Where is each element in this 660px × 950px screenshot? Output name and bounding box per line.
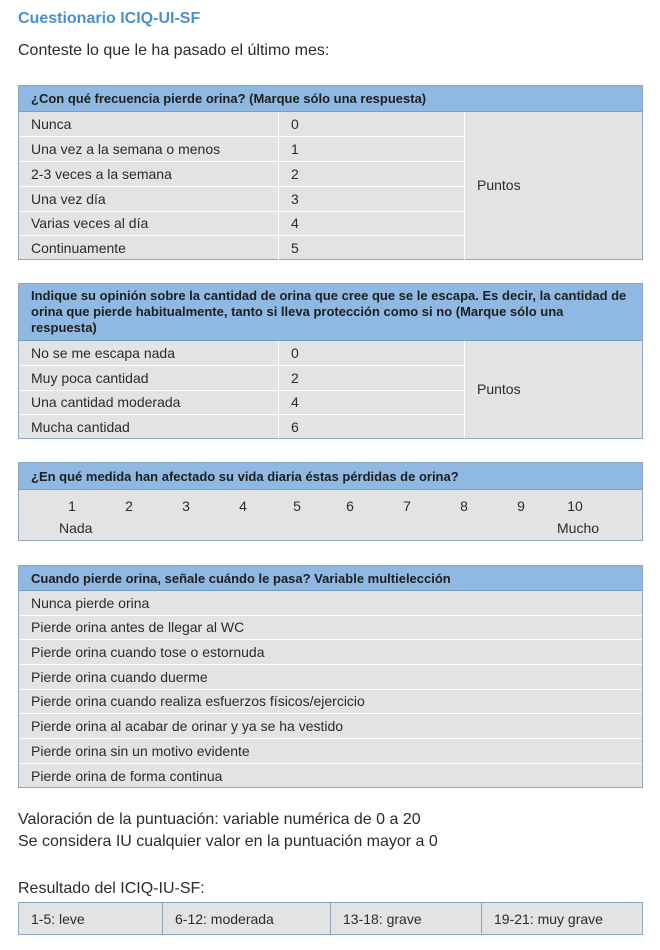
result-range-severe: 13-18: grave [331, 903, 482, 934]
intro-text: Conteste lo que le ha pasado el último mes: [18, 42, 330, 59]
list-item[interactable]: Pierde orina antes de llegar al WC [19, 615, 642, 640]
list-item[interactable]: Pierde orina cuando duerme [19, 665, 642, 690]
option-row[interactable] [19, 137, 466, 162]
scale-high-label: Mucho [557, 520, 600, 536]
option-row[interactable] [19, 414, 466, 439]
option-value: 4 [279, 390, 465, 415]
scale-option-10[interactable]: 10 [567, 498, 583, 514]
option-value: 3 [279, 187, 465, 212]
option-row[interactable] [19, 366, 466, 391]
question-impact [18, 462, 643, 541]
scale-option-7[interactable]: 7 [403, 498, 411, 514]
impact-scale [19, 490, 642, 540]
option-row[interactable] [19, 341, 466, 366]
option-row[interactable] [19, 112, 466, 137]
list-item[interactable]: Pierde orina sin un motivo evidente [19, 739, 642, 764]
iu-note: Se considera IU cualquier valor en la puntuación mayor a 0 [18, 833, 438, 850]
scale-option-3[interactable]: 3 [182, 498, 190, 514]
scale-option-5[interactable]: 5 [293, 498, 301, 514]
question-when-header: Cuando pierde orina, señale cuándo le pasa? Variable multielección [19, 566, 642, 591]
scale-low-label: Nada [59, 520, 93, 536]
question-when-options [19, 591, 642, 787]
option-row[interactable] [19, 211, 466, 236]
option-label: Una vez a la semana o menos [19, 137, 279, 162]
option-label: Muy poca cantidad [19, 366, 279, 391]
option-value: 5 [279, 235, 465, 260]
scoring-note: Valoración de la puntuación: variable numérica de 0 a 20 [18, 811, 421, 828]
option-value: 0 [279, 341, 465, 366]
list-item[interactable]: Nunca pierde orina [19, 591, 642, 616]
question-frequency [18, 85, 643, 260]
question-when [18, 565, 643, 788]
option-value: 2 [279, 162, 465, 187]
scale-option-9[interactable]: 9 [517, 498, 525, 514]
result-range-moderate: 6-12: moderada [163, 903, 331, 934]
question-amount-options [19, 341, 642, 439]
result-table [18, 902, 643, 935]
scale-option-1[interactable]: 1 [68, 498, 76, 514]
option-label: Varias veces al día [19, 211, 279, 236]
option-label: 2-3 veces a la semana [19, 162, 279, 187]
points-label: Puntos [477, 177, 521, 193]
option-label: Nunca [19, 112, 279, 137]
option-value: 6 [279, 414, 465, 439]
option-row[interactable] [19, 235, 466, 260]
option-value: 4 [279, 211, 465, 236]
option-row[interactable] [19, 162, 466, 187]
page-title: Cuestionario ICIQ-UI-SF [18, 10, 201, 27]
option-label: Una cantidad moderada [19, 390, 279, 415]
option-row[interactable] [19, 187, 466, 212]
scale-option-2[interactable]: 2 [125, 498, 133, 514]
scale-option-6[interactable]: 6 [346, 498, 354, 514]
scale-option-4[interactable]: 4 [239, 498, 247, 514]
option-label: Continuamente [19, 235, 279, 260]
list-item[interactable]: Pierde orina cuando realiza esfuerzos físicos/ejercicio [19, 689, 642, 714]
question-frequency-options [19, 112, 642, 260]
option-label: No se me escapa nada [19, 341, 279, 366]
result-range-very-severe: 19-21: muy grave [494, 910, 603, 927]
list-item[interactable]: Pierde orina cuando tose o estornuda [19, 640, 642, 665]
question-frequency-header: ¿Con qué frecuencia pierde orina? (Marque sólo una respuesta) [19, 86, 642, 112]
option-value: 2 [279, 366, 465, 391]
points-label: Puntos [477, 381, 521, 397]
list-item[interactable]: Pierde orina al acabar de orinar y ya se ha vestido [19, 714, 642, 739]
option-label: Mucha cantidad [19, 414, 279, 439]
scale-option-8[interactable]: 8 [460, 498, 468, 514]
result-range-mild: 1-5: leve [19, 903, 163, 934]
result-label: Resultado del ICIQ-IU-SF: [18, 880, 205, 897]
option-row[interactable] [19, 390, 466, 415]
option-value: 0 [279, 112, 465, 137]
question-amount [18, 283, 643, 439]
list-item[interactable]: Pierde orina de forma continua [31, 767, 223, 784]
question-impact-header: ¿En qué medida han afectado su vida diaria éstas pérdidas de orina? [19, 463, 642, 490]
option-label: Una vez día [19, 187, 279, 212]
option-value: 1 [279, 137, 465, 162]
question-amount-header: Indique su opinión sobre la cantidad de orina que cree que se le escapa. Es decir, la cantidad de orina que pierde habitualmente, tanto si lleva protección como si no (Marque sólo una respuesta) [19, 284, 642, 341]
